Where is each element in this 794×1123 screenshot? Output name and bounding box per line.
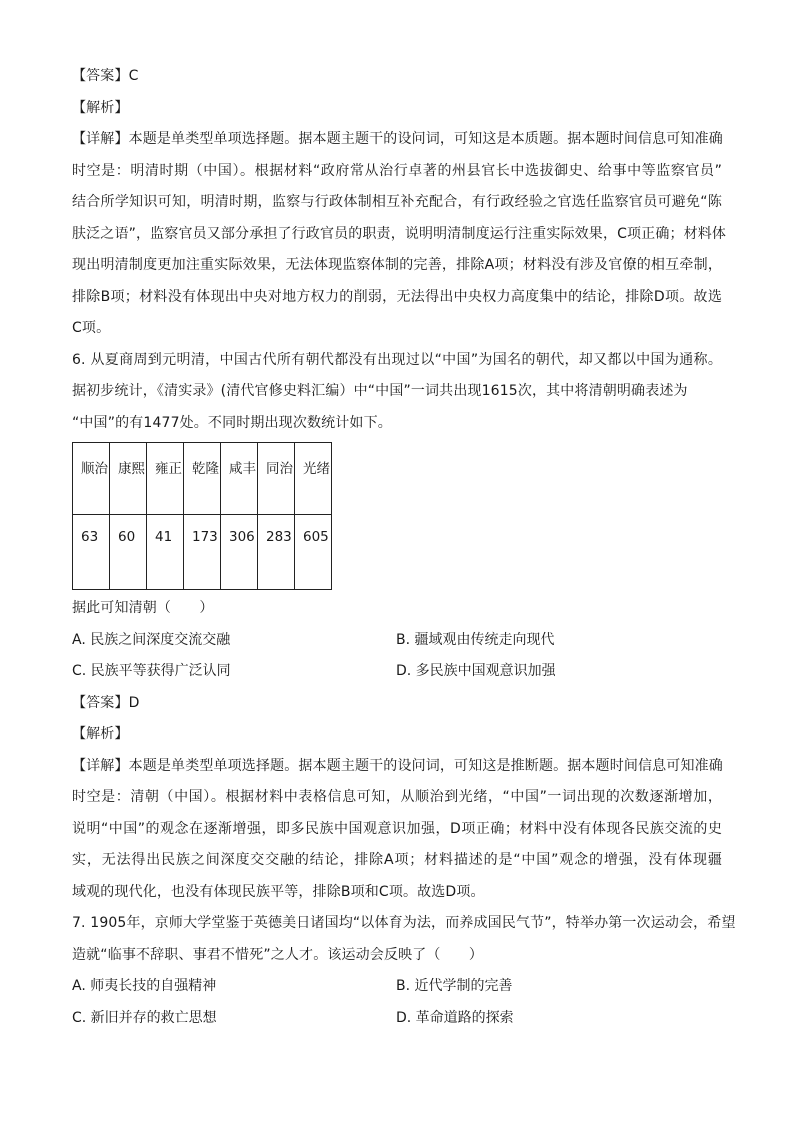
document-page <box>72 62 736 1035</box>
analysis-line: 排除B项；材料没有体现出中央对地方权力的削弱，无法得出中央权力高度集中的结论，排除D项。故选 <box>72 288 722 305</box>
answer-label: 【答案】C <box>72 68 139 84</box>
analysis-line: 时空是：清朝（中国）。根据材料中表格信息可知，从顺治到光绪，“中国”一词出现的次数逐渐增加， <box>72 789 722 805</box>
table-header-cell: 乾隆 <box>184 443 221 515</box>
analysis-line: 【详解】本题是单类型单项选择题。据本题主题干的设问词，可知这是本质题。据本题时间信息可知准确 <box>72 131 723 147</box>
question-6-stem: 据初步统计，《清实录》(清代官修史料汇编）中“中国”一词共出现1615次，其中将清朝明确表述为 <box>72 383 688 399</box>
option-a[interactable]: A. 师夷长技的自强精神 <box>72 978 217 994</box>
table-header-cell: 雍正 <box>147 443 184 515</box>
option-c[interactable]: C. 民族平等获得广泛认同 <box>72 663 231 679</box>
table-cell: 173 <box>184 515 221 590</box>
table-header-cell: 光绪 <box>295 443 332 515</box>
table-cell: 60 <box>110 515 147 590</box>
analysis-line: 结合所学知识可知，明清时期，监察与行政体制相互补充配合，有行政经验之官选任监察官员可避免“陈 <box>72 194 722 210</box>
answer-label: 【答案】D <box>72 694 140 711</box>
option-b[interactable]: B. 近代学制的完善 <box>396 978 513 994</box>
option-c[interactable]: C. 新旧并存的救亡思想 <box>72 1009 217 1026</box>
options-row <box>72 626 722 658</box>
table-header-row <box>73 443 332 515</box>
analysis-line: 【详解】本题是单类型单项选择题。据本题主题干的设问词，可知这是推断题。据本题时间信息可知准确 <box>72 757 723 774</box>
question-7-stem: 造就“临事不辞职、事君不惜死”之人才。该运动会反映了（ ） <box>72 946 484 963</box>
occurrence-table <box>72 442 332 590</box>
analysis-line: 说明“中国”的观念在逐渐增强，即多民族中国观意识加强，D项正确；材料中没有体现各民族交流的史 <box>72 820 722 837</box>
option-a[interactable]: A. 民族之间深度交流交融 <box>72 631 231 648</box>
table-header-cell: 同治 <box>258 443 295 515</box>
analysis-line: C项。 <box>72 320 111 336</box>
table-header-cell: 顺治 <box>73 443 110 515</box>
table-cell: 63 <box>73 515 110 590</box>
table-header-cell: 咸丰 <box>221 443 258 515</box>
question-6-stem: “中国”的有1477处。不同时期出现次数统计如下。 <box>72 414 392 431</box>
option-b[interactable]: B. 疆域观由传统走向现代 <box>396 631 555 648</box>
table-row <box>73 515 332 590</box>
question-6-stem: 6. 从夏商周到元明清，中国古代所有朝代都没有出现过以“中国”为国名的朝代，却又都以中国为通称。 <box>72 351 722 368</box>
option-d[interactable]: D. 多民族中国观意识加强 <box>396 663 556 679</box>
options-row <box>72 972 722 1004</box>
analysis-line: 实，无法得出民族之间深度交交融的结论，排除A项；材料描述的是“中国”观念的增强，没有体现疆 <box>72 852 722 868</box>
table-cell: 283 <box>258 515 295 590</box>
question-7-stem: 7. 1905年，京师大学堂鉴于英德美日诸国均“以体育为法，而养成国民气节”，特举办第一次运动会，希望 <box>72 915 736 931</box>
options-row <box>72 1004 722 1036</box>
analysis-line: 现出明清制度更加注重实际效果，无法体现监察体制的完善，排除A项；材料没有涉及官僚的相互牵制， <box>72 257 722 273</box>
table-header-cell: 康熙 <box>110 443 147 515</box>
options-row <box>72 657 722 689</box>
analysis-line: 时空是：明清时期（中国）。根据材料“政府常从治行卓著的州县官长中选拔御史、给事中等监察官员” <box>72 162 722 179</box>
option-d[interactable]: D. 革命道路的探索 <box>396 1009 514 1026</box>
table-cell: 41 <box>147 515 184 590</box>
analysis-line: 域观的现代化，也没有体现民族平等，排除B项和C项。故选D项。 <box>72 883 485 900</box>
table-cell: 605 <box>295 515 332 590</box>
analysis-label: 【解析】 <box>72 99 129 116</box>
analysis-line: 肤泛之语”，监察官员又部分承担了行政官员的职责，说明明清制度运行注重实际效果，C项正确；材料体 <box>72 225 727 242</box>
analysis-label: 【解析】 <box>72 726 129 742</box>
question-6-prompt: 据此可知清朝（ ） <box>72 600 214 616</box>
table-cell: 306 <box>221 515 258 590</box>
